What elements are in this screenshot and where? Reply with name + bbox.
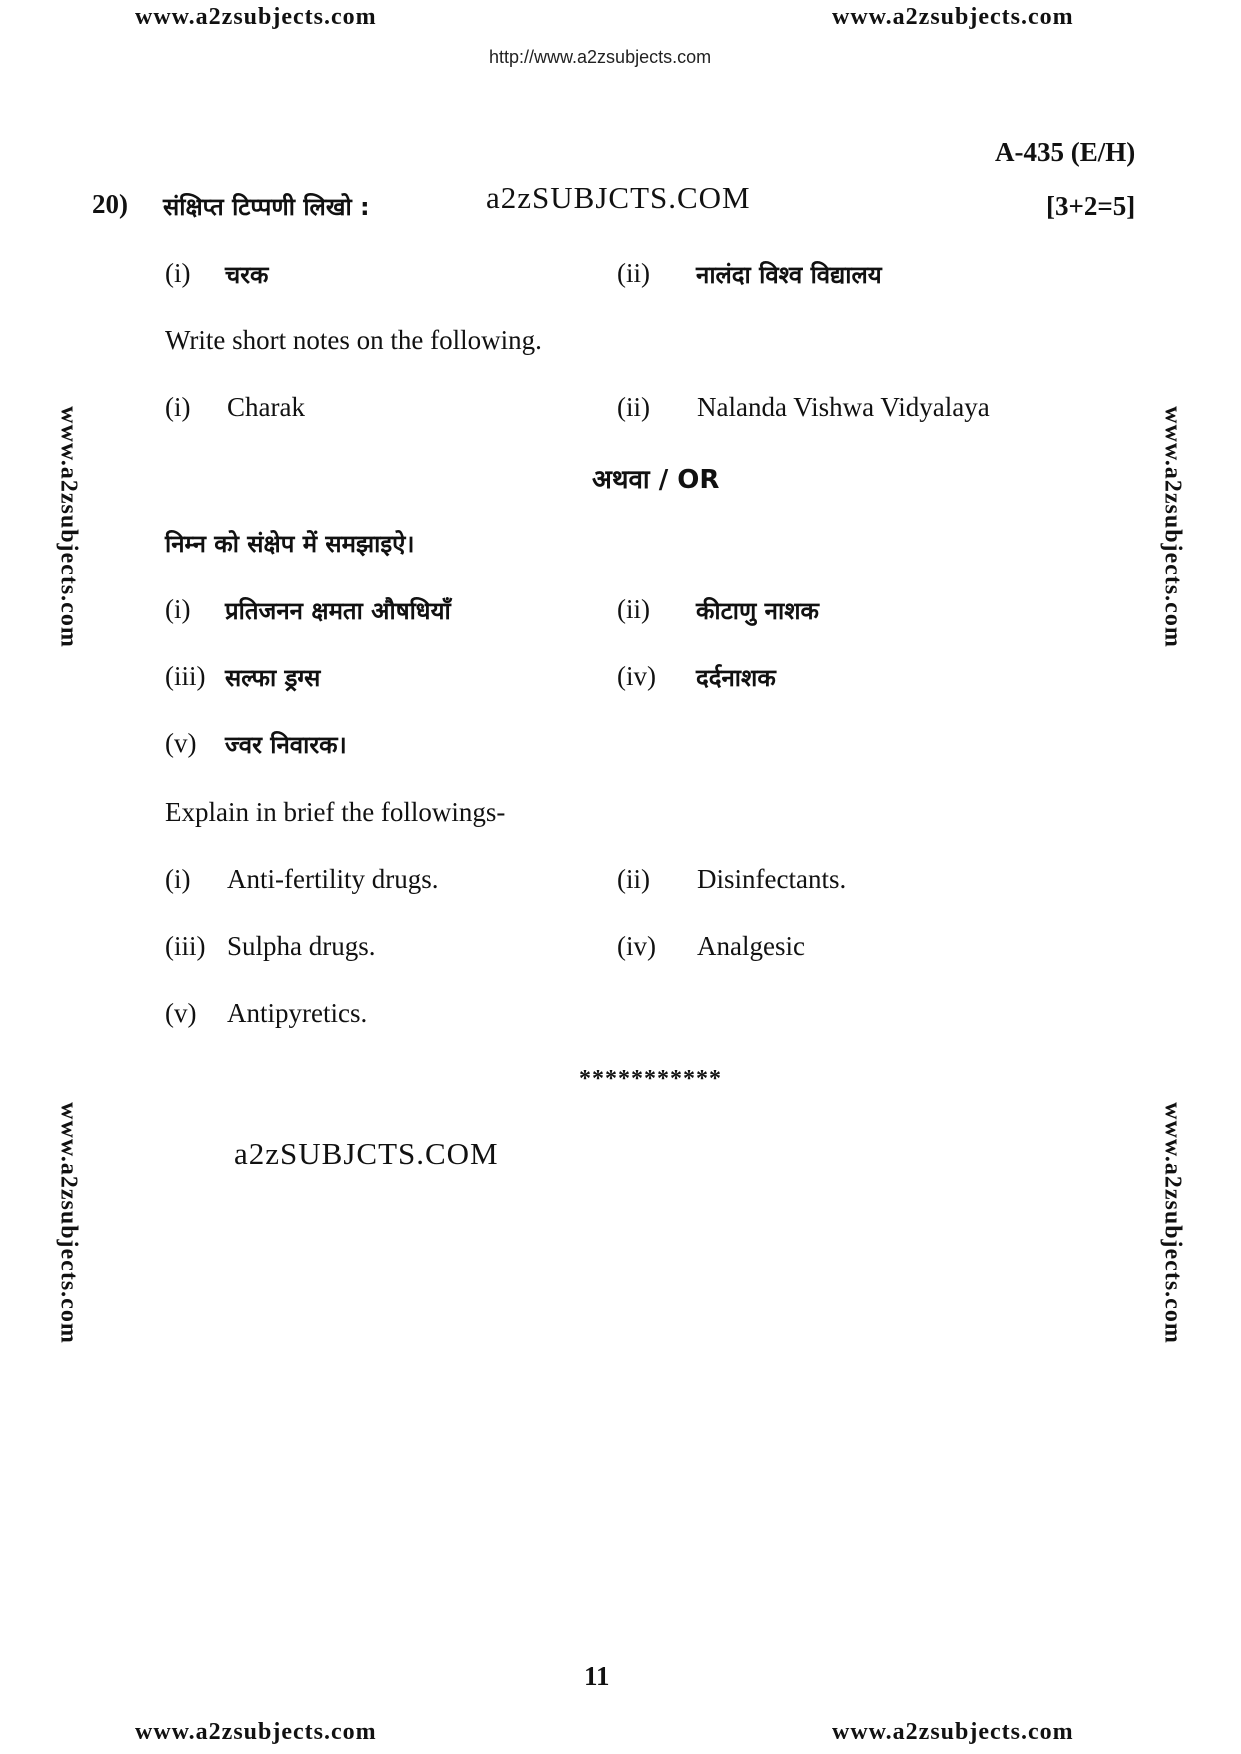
- alt-english-item-num: (v): [165, 998, 197, 1028]
- watermark-top-right: www.a2zsubjects.com: [832, 4, 1074, 30]
- alt-hindi-item-num: (i): [165, 594, 191, 624]
- alt-hindi-item-text: प्रतिजनन क्षमता औषधियाँ: [225, 597, 451, 625]
- watermark-side-left-lower: www.a2zsubjects.com: [55, 1102, 82, 1344]
- hindi-item-text: नालंदा विश्व विद्यालय: [696, 261, 882, 289]
- watermark-side-right-lower: www.a2zsubjects.com: [1159, 1102, 1186, 1344]
- alt-hindi-item-num: (ii): [617, 594, 650, 624]
- english-item-text: Charak: [227, 392, 305, 422]
- alt-english-item-num: (i): [165, 864, 191, 894]
- page-number: 11: [584, 1661, 610, 1691]
- english-item-text: Nalanda Vishwa Vidyalaya: [697, 392, 990, 422]
- alt-hindi-prompt: निम्न को संक्षेप में समझाइऐ।: [165, 530, 415, 558]
- paper-code: A-435 (E/H): [995, 137, 1136, 167]
- alt-english-item-num: (iv): [617, 931, 656, 961]
- watermark-bottom-left: www.a2zsubjects.com: [135, 1719, 377, 1745]
- english-item-num: (i): [165, 392, 191, 422]
- alt-hindi-item-num: (iv): [617, 661, 656, 691]
- alt-english-item-num: (ii): [617, 864, 650, 894]
- alt-english-item-text: Disinfectants.: [697, 864, 847, 894]
- alt-hindi-item-text: सल्फा ड्रग्स: [225, 664, 321, 692]
- alt-hindi-item-num: (iii): [165, 661, 206, 691]
- question-number: 20): [92, 189, 128, 219]
- alt-english-item-num: (iii): [165, 931, 206, 961]
- alt-english-item-text: Sulpha drugs.: [227, 931, 376, 961]
- alt-english-prompt: Explain in brief the followings-: [165, 797, 506, 827]
- alt-english-item-text: Antipyretics.: [227, 998, 368, 1028]
- english-item-num: (ii): [617, 392, 650, 422]
- watermark-side-right-upper: www.a2zsubjects.com: [1159, 406, 1186, 648]
- english-prompt: Write short notes on the following.: [165, 325, 542, 355]
- question-marks: [3+2=5]: [1046, 191, 1136, 221]
- alt-hindi-item-text: दर्दनाशक: [696, 664, 776, 692]
- watermark-side-left-upper: www.a2zsubjects.com: [55, 406, 82, 648]
- hindi-item-text: चरक: [225, 261, 269, 289]
- alt-hindi-item-text: कीटाणु नाशक: [696, 597, 819, 625]
- site-stamp-bottom: a2zSUBJCTS.COM: [234, 1136, 499, 1171]
- end-marker: ***********: [579, 1066, 722, 1092]
- alt-hindi-item-text: ज्वर निवारक।: [225, 731, 347, 759]
- question-hindi-prompt: संक्षिप्त टिप्पणी लिखो :: [163, 193, 370, 221]
- watermark-top-left: www.a2zsubjects.com: [135, 4, 377, 30]
- alt-english-item-text: Analgesic: [697, 931, 805, 961]
- watermark-top-url: http://www.a2zsubjects.com: [489, 47, 712, 67]
- hindi-item-num: (ii): [617, 258, 650, 288]
- watermark-bottom-right: www.a2zsubjects.com: [832, 1719, 1074, 1745]
- site-stamp-top: a2zSUBJCTS.COM: [486, 180, 751, 215]
- alt-hindi-item-num: (v): [165, 728, 197, 758]
- or-separator: अथवा / OR: [592, 465, 720, 495]
- hindi-item-num: (i): [165, 258, 191, 288]
- alt-english-item-text: Anti-fertility drugs.: [227, 864, 439, 894]
